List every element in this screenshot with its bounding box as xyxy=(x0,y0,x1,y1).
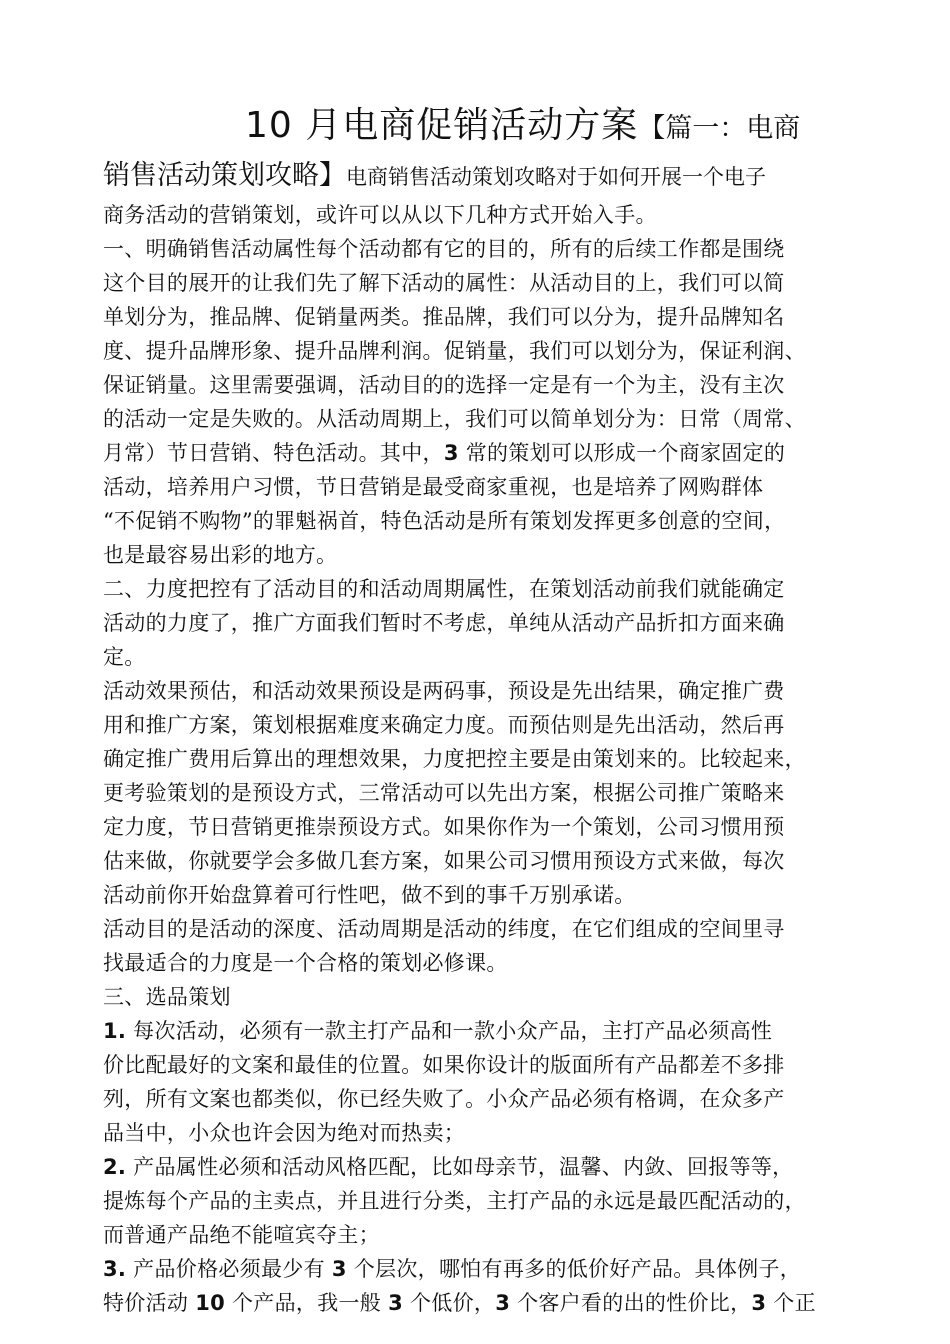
text-line: 列，所有文案也都类似，你已经失败了。小众产品必须有格调，在众多产 xyxy=(103,1087,785,1111)
text-line: 用和推广方案，策划根据难度来确定力度。而预估则是先出活动，然后再 xyxy=(103,713,785,737)
bold-numeral: 3 xyxy=(495,1291,511,1315)
text-line: 二、力度把控有了活动目的和活动周期属性，在策划活动前我们就能确定 xyxy=(103,577,785,601)
text-line: 这个目的展开的让我们先了解下活动的属性：从活动目的上，我们可以简 xyxy=(103,271,785,295)
text-line: 活动，培养用户习惯，节日营销是最受商家重视，也是培养了网购群体 xyxy=(103,475,764,499)
text-line: 定力度，节日营销更推崇预设方式。如果你作为一个策划，公司习惯用预 xyxy=(103,815,785,839)
bold-numeral: 3 xyxy=(443,441,459,465)
text-line: 1. 每次活动，必须有一款主打产品和一款小众产品，主打产品必须高性 xyxy=(103,1019,773,1043)
bold-numeral: 3 xyxy=(388,1291,403,1315)
text-line: 提炼每个产品的主卖点，并且进行分类，主打产品的永远是最匹配活动的， xyxy=(103,1189,806,1213)
text-line: 估来做，你就要学会多做几套方案，如果公司习惯用预设方式来做，每次 xyxy=(103,849,785,873)
bold-numeral: 2. xyxy=(103,1155,127,1179)
subtitle-line xyxy=(103,154,863,198)
body-text xyxy=(103,198,863,1320)
subtitle-rest: 电商销售活动策划攻略对于如何开展一个电子 xyxy=(346,165,766,189)
text-line: 活动目的是活动的深度、活动周期是活动的纬度，在它们组成的空间里寻 xyxy=(103,917,785,941)
title-tail: 【篇一：电商 xyxy=(638,113,801,144)
bold-numeral: 3 xyxy=(331,1257,347,1281)
text-line: 保证销量。这里需要强调，活动目的的选择一定是有一个为主，没有主次 xyxy=(103,373,785,397)
text-line: 商务活动的营销策划，或许可以从以下几种方式开始入手。 xyxy=(103,203,657,227)
text-line: 品当中，小众也许会因为绝对而热卖； xyxy=(103,1121,466,1145)
document-title xyxy=(103,98,863,154)
text-line: 确定推广费用后算出的理想效果，力度把控主要是由策划来的。比较起来， xyxy=(103,747,806,771)
text-line: 一、明确销售活动属性每个活动都有它的目的，所有的后续工作都是围绕 xyxy=(103,237,785,261)
text-line: 2. 产品属性必须和活动风格匹配，比如母亲节，温馨、内敛、回报等等， xyxy=(103,1155,794,1179)
bold-numeral: 3 xyxy=(751,1291,767,1315)
text-line: 特价活动 10 个产品，我一般 3 个低价，3 个客户看的出的性价比，3 个正 xyxy=(103,1291,816,1315)
text-line: 更考验策划的是预设方式，三常活动可以先出方案，根据公司推广策略来 xyxy=(103,781,785,805)
text-line: 度、提升品牌形象、提升品牌利润。促销量，我们可以划分为，保证利润、 xyxy=(103,339,806,363)
title-main: 10 月电商促销活动方案 xyxy=(245,105,639,146)
text-line: 也是最容易出彩的地方。 xyxy=(103,543,338,567)
text-line: 的活动一定是失败的。从活动周期上，我们可以简单划分为：日常（周常、 xyxy=(103,407,806,431)
bold-numeral: 1. xyxy=(103,1019,127,1043)
bold-numeral: 10 xyxy=(195,1291,226,1315)
text-line: 单划分为，推品牌、促销量两类。推品牌，我们可以分为，提升品牌知名 xyxy=(103,305,785,329)
text-line: 活动效果预估，和活动效果预设是两码事，预设是先出结果，确定推广费 xyxy=(103,679,785,703)
text-line: “不促销不购物”的罪魁祸首，特色活动是所有策划发挥更多创意的空间， xyxy=(103,509,786,533)
document-page xyxy=(103,98,863,1320)
text-line: 3. 产品价格必须最少有 3 个层次，哪怕有再多的低价好产品。具体例子， xyxy=(103,1257,802,1281)
text-line: 定。 xyxy=(103,645,146,669)
text-line: 活动的力度了，推广方面我们暂时不考虑，单纯从活动产品折扣方面来确 xyxy=(103,611,785,635)
text-line: 三、选品策划 xyxy=(103,985,231,1009)
text-line: 找最适合的力度是一个合格的策划必修课。 xyxy=(103,951,508,975)
text-line: 而普通产品绝不能喧宾夺主； xyxy=(103,1223,380,1247)
text-line: 活动前你开始盘算着可行性吧，做不到的事千万别承诺。 xyxy=(103,883,636,907)
subtitle-big: 销售活动策划攻略】 xyxy=(103,160,346,191)
bold-numeral: 3. xyxy=(103,1257,127,1281)
text-line: 月常）节日营销、特色活动。其中，3 常的策划可以形成一个商家固定的 xyxy=(103,441,786,465)
text-line: 价比配最好的文案和最佳的位置。如果你设计的版面所有产品都差不多排 xyxy=(103,1053,785,1077)
